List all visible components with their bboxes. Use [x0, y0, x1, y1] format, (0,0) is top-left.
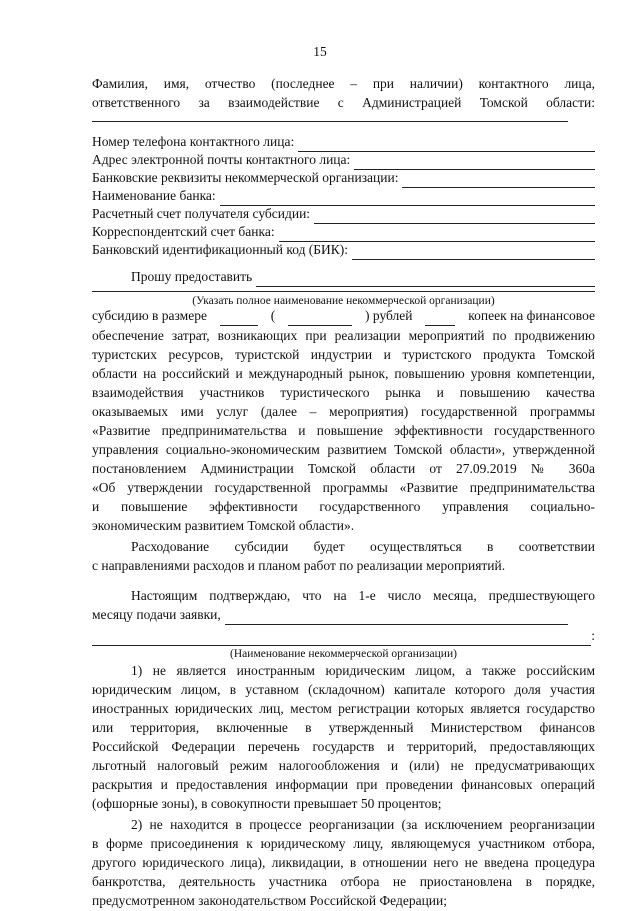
organization-name-caption: (Указать полное наименование некоммерческой организации): [192, 295, 495, 307]
email-row: [92, 150, 595, 170]
fio-fill-line[interactable]: [92, 121, 568, 122]
request-text-line: оказываемых ими услуг (далее – мероприятия) государственной программы: [92, 404, 595, 419]
request-text-line: туристских ресурсов, туристской индустрии и туристского продукта Томской: [92, 347, 595, 362]
contact-fio-line-2: ответственного за взаимодействие с Администрацией Томской области:: [92, 95, 595, 110]
item-1-line: 1) не является иностранным юридическим лицом, а также российским: [131, 663, 595, 678]
phone-label: Номер телефона контактного лица:: [92, 134, 295, 149]
request-text-line: области на российский и международный рынок, повышению уровня компетенции,: [92, 366, 595, 381]
organization-name-field[interactable]: [256, 273, 595, 287]
request-text-line: экономическим развитием Томской области».: [92, 518, 355, 533]
bank-name-label: Наименование банка:: [92, 188, 216, 203]
email-label: Адрес электронной почты контактного лица:: [92, 152, 351, 167]
bank-details-label: Банковские реквизиты некоммерческой организации:: [92, 170, 399, 185]
account-label: Расчетный счет получателя субсидии:: [92, 206, 311, 221]
item-2-line: в форме присоединения к юридическому лицу, являющемуся участником отбора,: [92, 836, 595, 851]
subsidy-open-paren: (: [270, 308, 276, 323]
request-lead-row: [131, 267, 595, 287]
item-1-line: иностранных юридических лиц, местом регистрации которых является государство: [92, 701, 595, 716]
item-1-line: юридическим лицом, в уставном (складочном) капитале которого доля участия: [92, 682, 595, 697]
bik-row: [92, 240, 595, 260]
subsidy-rubles-label: ) рублей: [365, 308, 413, 323]
subsidy-kopecks-label: копеек на финансовое: [468, 308, 595, 323]
bank-details-row: [92, 168, 595, 188]
subsidy-amount-words-field[interactable]: [288, 313, 352, 326]
request-text-line: обеспечение затрат, возникающих при реализации мероприятий по продвижению: [92, 328, 595, 343]
subsidy-kopecks-field[interactable]: [425, 313, 455, 326]
confirm-organization-caption: (Наименование некоммерческой организации): [230, 648, 457, 660]
item-1-line: Российской Федерации перечень государств и территорий, предоставляющих: [92, 739, 595, 754]
request-lead: Прошу предоставить: [131, 269, 253, 284]
item-1-line: льготный налоговый режим налогообложения и (или) не предусматривающих: [92, 758, 595, 773]
item-2-line: другого юридического лица), ликвидации, в отношении него не введена процедура: [92, 855, 595, 870]
confirm-colon: :: [591, 628, 595, 643]
item-2-line: банкротства, деятельность участника отбора не приостановлена в порядке,: [92, 874, 595, 889]
account-row: [92, 204, 595, 224]
expense-line-2: с направлениями расходов и планом работ по реализации мероприятий.: [92, 558, 506, 573]
bank-name-row: [92, 186, 595, 206]
confirm-organization-field-2[interactable]: [92, 632, 591, 646]
request-text-line: управления социально-экономическим развитием Томской области», утвержденной: [92, 442, 595, 457]
request-text-line: взаимодействия участников туристического рынка и повышению качества: [92, 385, 595, 400]
item-1-line: раскрытия и предоставления информации при проведении финансовых операций: [92, 777, 595, 792]
request-text-line: постановлением Администрации Томской области от 27.09.2019 № 360а: [92, 461, 595, 476]
subsidy-label: субсидию в размере: [92, 308, 207, 323]
bik-field[interactable]: [352, 246, 595, 260]
bik-label: Банковский идентификационный код (БИК):: [92, 242, 349, 257]
request-text-line: и повышение эффективности государственного управления социально-: [92, 499, 595, 514]
confirm-organization-field[interactable]: [225, 611, 568, 625]
confirm-line-1: Настоящим подтверждаю, что на 1-е число месяца, предшествующего: [131, 588, 595, 603]
confirm-organization-row: [92, 626, 595, 646]
corr-account-label: Корреспондентский счет банка:: [92, 224, 275, 239]
corr-account-row: [92, 222, 595, 242]
confirm-line-2: месяцу подачи заявки,: [92, 607, 221, 622]
request-text-line: «Развитие предпринимательства и повышение эффективности государственного: [92, 423, 595, 438]
phone-row: [92, 132, 595, 152]
organization-name-fill-line[interactable]: [92, 291, 595, 292]
page-number: 15: [313, 44, 327, 59]
subsidy-amount-row: [92, 306, 595, 326]
item-2-line: предусмотренном законодательством Российской Федерации;: [92, 893, 448, 908]
item-1-line: или территория, включенные в утвержденный Министерством финансов: [92, 720, 595, 735]
contact-fio-line-1: Фамилия, имя, отчество (последнее – при наличии) контактного лица,: [92, 76, 595, 91]
request-text-line: «Об утверждении государственной программы «Развитие предпринимательства: [92, 480, 595, 495]
item-1-line: (офшорные зоны), в совокупности превышает 50 процентов;: [92, 796, 442, 811]
expense-line-1: Расходование субсидии будет осуществляться в соответствии: [131, 539, 595, 554]
item-2-line: 2) не находится в процессе реорганизации (за исключением реорганизации: [131, 817, 595, 832]
confirm-line-2-row: [92, 605, 568, 625]
subsidy-amount-field[interactable]: [220, 313, 258, 326]
